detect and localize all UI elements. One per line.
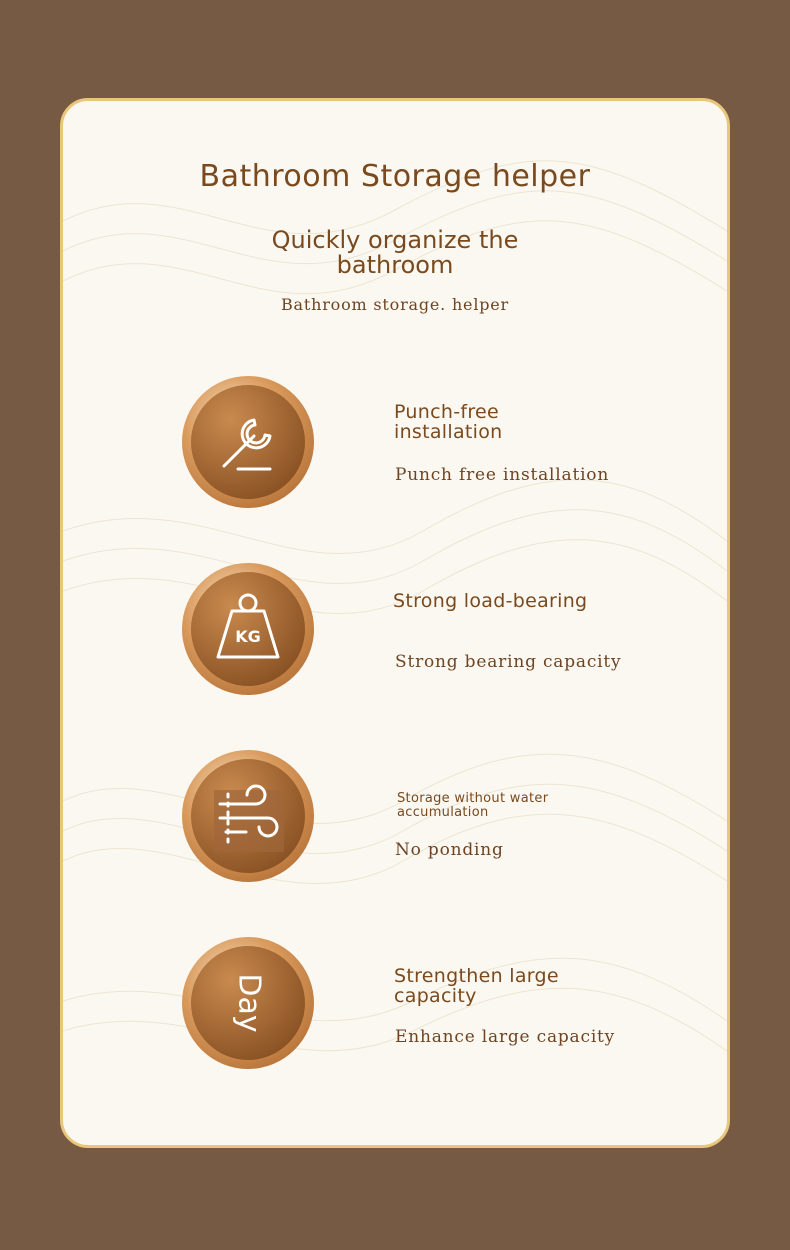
feature-description-punch-free: Punch free installation [395,465,610,485]
feature-card [60,98,730,1148]
page-title: Bathroom Storage helper [199,159,591,194]
day-icon-text: Day [231,973,267,1033]
feature-description-large-capacity: Enhance large capacity [395,1027,616,1047]
wrench-icon [180,374,316,510]
wind-icon [180,748,316,884]
feature-heading-punch-free: Punch-free installation [394,401,503,443]
feature-heading-load-bearing: Strong load-bearing [393,590,588,612]
feature-description-load-bearing: Strong bearing capacity [395,652,622,672]
page-tagline: Bathroom storage. helper [281,295,509,314]
page-subtitle: Quickly organize the bathroom [271,226,519,279]
weight-kg-icon [180,561,316,697]
feature-description-no-water: No ponding [395,840,504,860]
feature-heading-large-capacity: Strengthen large capacity [394,965,559,1007]
day-icon [180,935,316,1071]
weight-icon-text: KG [235,627,261,646]
feature-heading-no-water: Storage without water accumulation [397,791,549,820]
